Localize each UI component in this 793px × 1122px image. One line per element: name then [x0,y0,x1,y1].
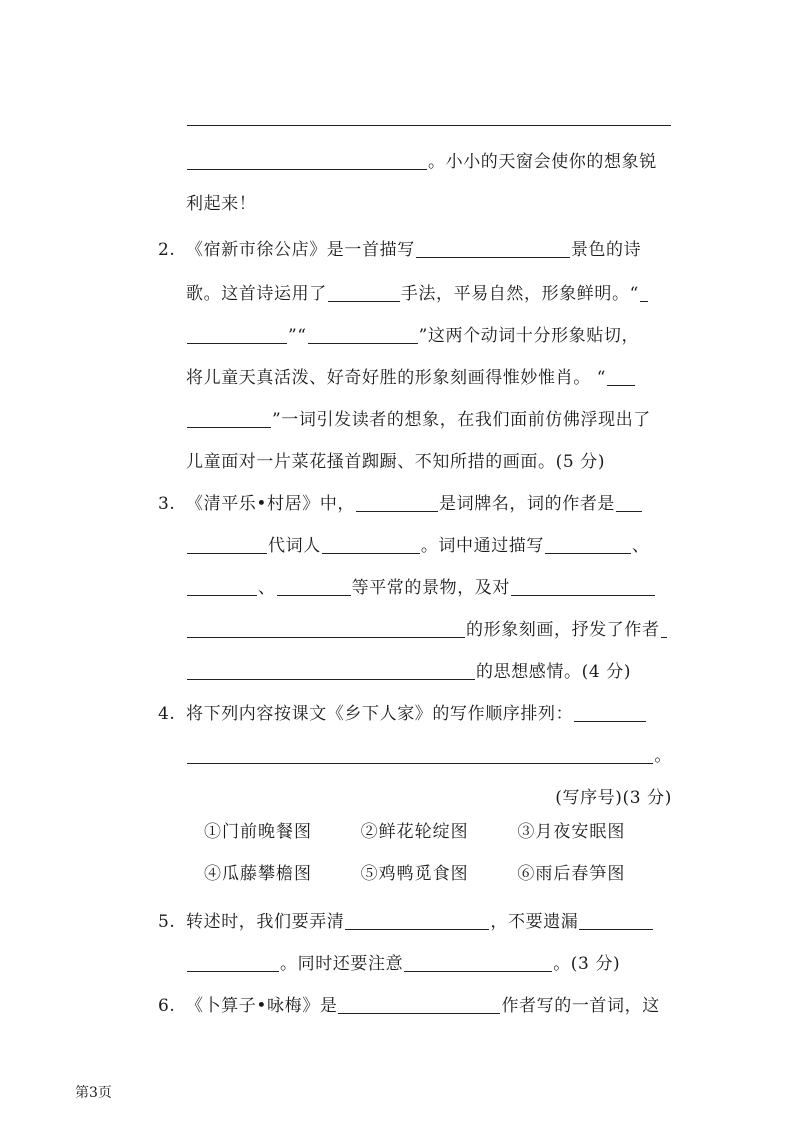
option-item: ⑤鸡鸭觅食图 [360,864,469,884]
blank [416,237,570,258]
blank [187,617,465,638]
question-number: 3. [158,494,176,514]
text: 的思想感情。(4 分) [476,662,632,682]
text: 将下列内容按课文《乡下人家》的写作顺序排列： [186,704,574,724]
blank [345,909,489,930]
blank [308,323,418,344]
blank [277,575,351,596]
text: 《清平乐•村居》中， [186,494,356,514]
text: 《宿新市徐公店》是一首描写 [186,240,415,260]
text: 。小小的天窗会使你的想象锐 [428,152,657,172]
question-6-line-1 [158,974,672,1016]
text: 景色的诗 [570,240,642,260]
question-3-line-4 [186,598,672,640]
text: 。词中通过描写 [420,536,545,556]
question-2-line-4 [186,346,672,388]
page-number: 第3页 [75,1085,112,1101]
blank [511,575,655,596]
text: 等平常的景物，及对 [351,578,511,598]
options-row-2 [204,848,674,884]
option-item: ③月夜安眠图 [517,822,626,842]
blank [356,491,438,512]
blank [187,105,671,126]
blank [661,617,667,638]
question-5-line-2 [186,932,672,974]
blank [187,659,475,680]
text: 作者写的一首词，这 [501,996,660,1016]
question-4-line-1 [158,682,672,724]
text: ”一词引发读者的想象，在我们面前仿佛浮现出了 [272,410,651,430]
blank [187,407,271,428]
blank [404,951,552,972]
text: 是词牌名，词的作者是 [439,494,616,514]
blank [187,149,427,170]
text: ”这两个动词十分形象贴切， [418,326,640,346]
question-2-line-5 [186,388,672,430]
text: 歌。这首诗运用了 [186,284,327,304]
question-3-line-2 [186,514,672,556]
option-item: ①门前晚餐图 [204,822,312,842]
blank [328,281,400,302]
option-item: ④瓜藤攀檐图 [204,864,312,884]
question-2-line-2 [186,262,672,304]
blank [187,533,267,554]
text: 转述时，我们要弄清 [186,912,345,932]
text: 、 [632,536,650,556]
blank [187,951,279,972]
blank [640,281,648,302]
question-4-line-2 [186,724,672,766]
question-number: 2. [158,240,176,260]
text: 的形象刻画，抒发了作者 [466,620,660,640]
question-number: 6. [158,996,176,1016]
text: 。(3 分) [553,954,621,974]
blank [545,533,631,554]
question-2-line-6 [186,430,672,472]
answer-line-2 [186,130,672,172]
text: 、 [258,578,276,598]
answer-line-3 [186,172,672,214]
question-2-line-1 [158,218,672,260]
blank [187,743,653,764]
answer-line-1 [186,86,672,128]
question-3-line-1 [158,472,672,514]
option-item: ⑥雨后春笋图 [517,864,626,884]
text: ，不要遗漏 [490,912,579,932]
blank [616,491,642,512]
text: 代词人 [268,536,321,556]
blank [187,575,257,596]
text: ”“ [288,326,307,346]
text: 手法，平易自然，形象鲜明。“ [400,284,639,304]
question-5-line-1 [158,890,672,932]
question-number: 4. [158,704,176,724]
text: 。 [654,746,672,766]
option-item: ②鲜花轮绽图 [360,822,469,842]
options-row-1 [204,806,674,842]
question-2-line-3 [186,304,672,346]
text: (写序号)(3 分) [555,788,672,808]
question-number: 5. [158,912,176,932]
blank [574,701,646,722]
blank [338,993,500,1014]
text: 儿童面对一片菜花搔首踟蹰、不知所措的画面。(5 分) [186,452,606,472]
question-3-line-3 [186,556,672,598]
question-4-line-3 [186,766,672,808]
question-3-line-5 [186,640,672,682]
text: 将儿童天真活泼、好奇好胜的形象刻画得惟妙惟肖。 “ [186,368,607,388]
blank [322,533,420,554]
text: 。同时还要注意 [280,954,404,974]
blank [187,323,287,344]
blank [579,909,653,930]
text: 《卜算子•咏梅》是 [186,996,338,1016]
blank [607,365,635,386]
text: 利起来！ [186,194,257,214]
